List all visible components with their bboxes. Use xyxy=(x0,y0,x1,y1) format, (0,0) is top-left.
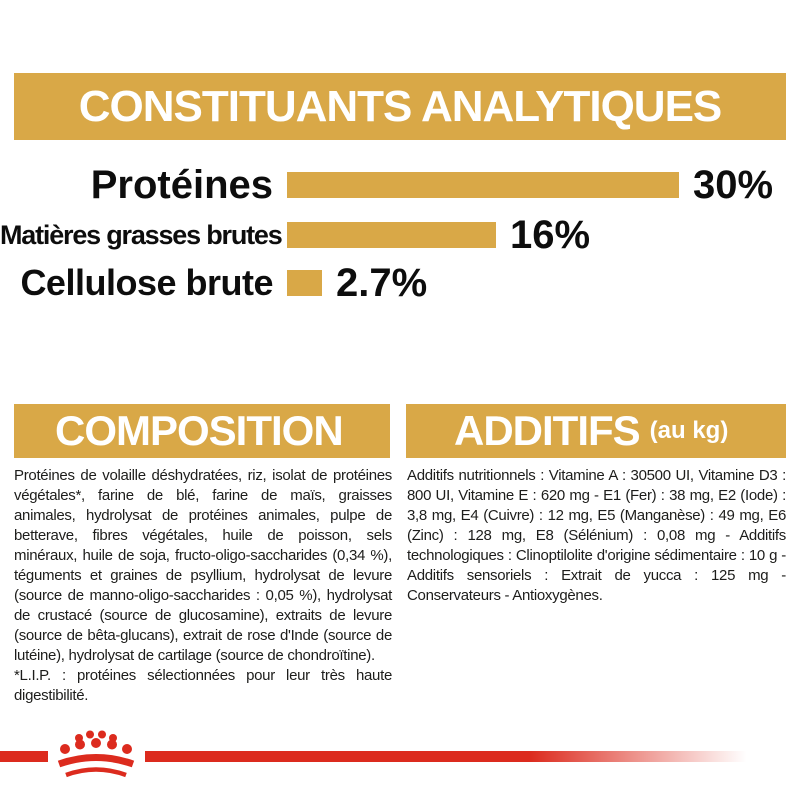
bar-value: 30% xyxy=(693,162,774,207)
chart-row-cellulose xyxy=(0,258,800,308)
additifs-title-suffix: (au kg) xyxy=(649,417,729,444)
analytical-constituents-banner xyxy=(14,73,786,140)
bar-matieres-grasses xyxy=(287,222,496,248)
bar-label: Cellulose brute xyxy=(20,262,273,303)
composition-header xyxy=(14,404,390,458)
composition-text-column xyxy=(14,466,392,706)
bar-proteines xyxy=(287,172,679,198)
composition-footnote: *L.I.P. : protéines sélectionnées pour leur très haute digestibilité. xyxy=(14,667,392,704)
footer-rule-left xyxy=(0,751,48,762)
bar-value: 2.7% xyxy=(336,260,428,305)
chart-row-matieres-grasses xyxy=(0,210,800,260)
bar-label: Protéines xyxy=(90,162,273,207)
banner-title: CONSTITUANTS ANALYTIQUES xyxy=(78,81,722,131)
bar-cellulose xyxy=(287,270,322,296)
footer-rule-right xyxy=(145,751,765,762)
composition-body: Protéines de volaille déshydratées, riz, isolat de protéines végétales*, farine de blé, farine de maïs, graisses animales, hydrolysat de protéines animales, pulpe de betterave, fibres végétales, huile de poisson, sels minéraux, huile de soja, fructo-oligo-saccharides (0,34 %), téguments et graines de psyllium, hydrolysat de levure (source de manno-oligo-saccharides : 0,05 %), hydrolysat de crustacé (source de glucosamine), extraits de levure (source de bêta-glucans), extrait de rose d'Inde (source de lutéine), hydrolysat de cartilage (source de chondroïtine). xyxy=(14,467,392,664)
additifs-title: ADDITIFS xyxy=(454,407,640,454)
additifs-header xyxy=(406,404,786,458)
additifs-body: Additifs nutritionnels : Vitamine A : 30500 UI, Vitamine D3 : 800 UI, Vitamine E : 620 mg - E1 (Fer) : 38 mg, E2 (Iode) : 3,8 mg, E4 (Cuivre) : 12 mg, E5 (Manganèse) : 49 mg, E6 (Zinc) : 128 mg, E8 (Sélénium) : 0,08 mg - Additifs technologiques : Clinoptilolite d'origine sédimentaire : 10 g - Additifs sensoriels : Extrait de yucca : 125 mg - Conservateurs - Antioxygènes. xyxy=(407,467,786,604)
bar-label: Matières grasses brutes xyxy=(0,219,282,250)
composition-title: COMPOSITION xyxy=(55,407,343,454)
bar-value: 16% xyxy=(510,212,591,257)
chart-row-proteines xyxy=(0,160,800,210)
royal-canin-crown-logo xyxy=(53,729,139,781)
additifs-text-column xyxy=(407,466,786,606)
